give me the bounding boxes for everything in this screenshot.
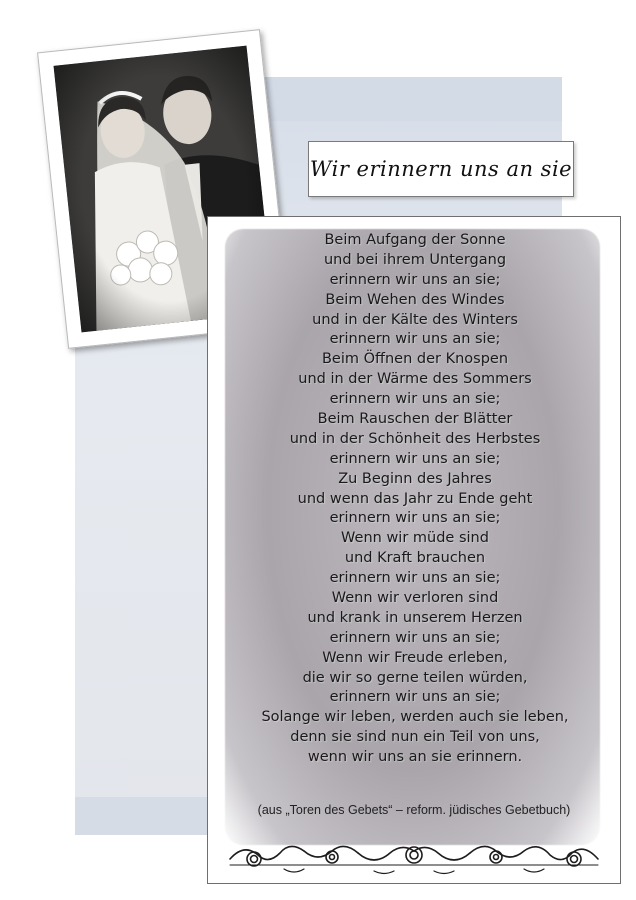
poem-line: Beim Öffnen der Knospen — [321, 351, 509, 368]
poem-line: denn sie sind nun ein Teil von uns, — [290, 729, 540, 746]
poem-line: Wenn wir müde sind — [341, 530, 489, 547]
poem-line: und Kraft brauchen — [344, 550, 486, 567]
poem-line: Beim Wehen des Windes — [325, 291, 505, 308]
poem-line: Wenn wir verloren sind — [331, 590, 499, 607]
poem-line: die wir so gerne teilen würden, — [302, 669, 528, 686]
poem-line: Zu Beginn des Jahres — [338, 470, 492, 487]
poem-line: und krank in unserem Herzen — [307, 609, 523, 626]
poem-line: Solange wir leben, werden auch sie leben, — [261, 709, 569, 726]
poem-line: erinnern wir uns an sie; — [329, 271, 501, 288]
poem — [230, 231, 600, 768]
poem-line: und in der Kälte des Winters — [312, 311, 518, 328]
poem-line: erinnern wir uns an sie; — [329, 629, 501, 646]
poem-line: und wenn das Jahr zu Ende geht — [297, 490, 533, 507]
poem-line: erinnern wir uns an sie; — [329, 570, 501, 587]
poem-line: erinnern wir uns an sie; — [329, 331, 501, 348]
poem-line: und in der Wärme des Sommers — [298, 371, 532, 388]
page-title: Wir erinnern uns an sie — [309, 157, 573, 181]
poem-line: Beim Aufgang der Sonne — [324, 232, 506, 248]
poem-line: und bei ihrem Untergang — [323, 251, 507, 268]
poem-line: und in der Schönheit des Herbstes — [289, 430, 541, 447]
source-citation: (aus „Toren des Gebets“ – reform. jüdisches Gebetbuch) — [257, 803, 571, 817]
poem-line: erinnern wir uns an sie; — [329, 450, 501, 467]
title-box — [308, 141, 574, 197]
poem-line: Beim Rauschen der Blätter — [317, 411, 513, 428]
poem-line: wenn wir uns an sie erinnern. — [307, 749, 523, 766]
poem-card — [207, 216, 621, 884]
ornament-border — [224, 829, 604, 877]
poem-line: erinnern wir uns an sie; — [329, 689, 501, 706]
poem-line: Wenn wir Freude erleben, — [322, 649, 508, 666]
poem-line: erinnern wir uns an sie; — [329, 391, 501, 408]
poem-line: erinnern wir uns an sie; — [329, 510, 501, 527]
